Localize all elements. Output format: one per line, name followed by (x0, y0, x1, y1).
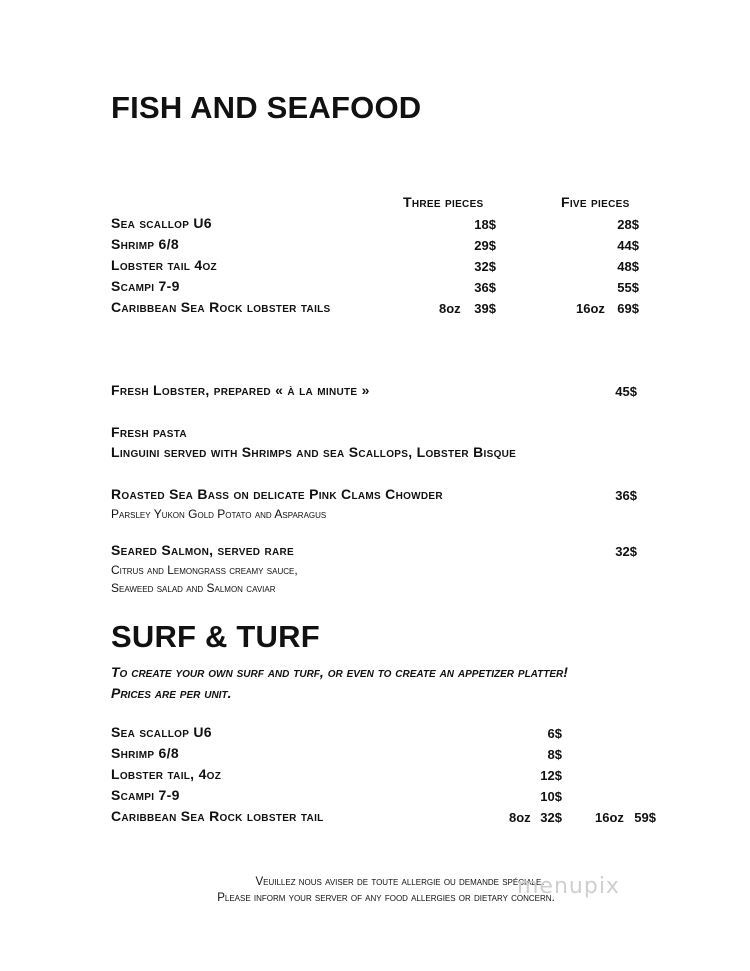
price-three: 36$ (474, 280, 496, 295)
price-five: 44$ (617, 238, 639, 253)
price-three: 29$ (474, 238, 496, 253)
price-five: 28$ (617, 217, 639, 232)
price-unit: 10$ (540, 789, 562, 804)
section-title-surf-turf: SURF & TURF (111, 619, 320, 654)
price-salmon: 32$ (615, 544, 637, 559)
price-three: 18$ (474, 217, 496, 232)
price-unit: 12$ (540, 768, 562, 783)
menu-item-pasta-title: Fresh pasta (111, 424, 187, 440)
footer-allergy-fr: Veuillez nous aviser de toute allergie ou demande spéciale. (255, 876, 545, 888)
weight-unit: 16oz (595, 810, 624, 825)
menu-item-name: Sea scallop U6 (111, 724, 212, 740)
section-title-fish: FISH AND SEAFOOD (111, 90, 422, 125)
menu-item-lobster: Fresh Lobster, prepared « à la minute » (111, 382, 370, 398)
price-unit: 32$ (540, 810, 562, 825)
menu-item-name: Scampi 7-9 (111, 787, 180, 803)
price-five: 69$ (617, 301, 639, 316)
price-unit: 8$ (547, 747, 562, 762)
price-unit: 6$ (547, 726, 562, 741)
menu-item-salmon-desc: Seaweed salad and Salmon caviar (111, 581, 276, 595)
weight-three: 8oz (439, 301, 461, 316)
menu-item-name: Lobster tail, 4oz (111, 766, 222, 782)
menu-item-pasta-desc: Linguini served with Shrimps and sea Scallops, Lobster Bisque (111, 444, 517, 460)
price-five: 48$ (617, 259, 639, 274)
price-lobster: 45$ (615, 384, 637, 399)
column-header-five-pieces: Five pieces (561, 194, 630, 210)
menu-item-name: Scampi 7-9 (111, 278, 180, 294)
menu-item-salmon: Seared Salmon, served rare (111, 542, 294, 558)
menu-item-name: Caribbean Sea Rock lobster tails (111, 299, 331, 315)
menu-item-salmon-desc: Citrus and Lemongrass creamy sauce, (111, 563, 298, 577)
price-unit: 59$ (634, 810, 656, 825)
price-seabass: 36$ (615, 488, 637, 503)
menu-item-name: Shrimp 6/8 (111, 236, 179, 252)
menu-item-seabass-desc: Parsley Yukon Gold Potato and Asparagus (111, 507, 327, 521)
price-three: 32$ (474, 259, 496, 274)
watermark-logo: menupix (517, 874, 620, 899)
menu-item-name: Sea scallop U6 (111, 215, 212, 231)
footer-allergy-en: Please inform your server of any food allergies or dietary concern. (217, 892, 555, 904)
menu-item-seabass: Roasted Sea Bass on delicate Pink Clams Chowder (111, 486, 443, 502)
menu-item-name: Lobster tail 4oz (111, 257, 217, 273)
price-five: 55$ (617, 280, 639, 295)
price-three: 39$ (474, 301, 496, 316)
surf-intro: Prices are per unit. (111, 685, 232, 701)
weight-five: 16oz (576, 301, 605, 316)
menu-item-name: Shrimp 6/8 (111, 745, 179, 761)
weight-unit: 8oz (509, 810, 531, 825)
surf-intro: To create your own surf and turf, or even to create an appetizer platter! (111, 664, 568, 680)
menu-item-name: Caribbean Sea Rock lobster tail (111, 808, 324, 824)
column-header-three-pieces: Three pieces (403, 194, 484, 210)
